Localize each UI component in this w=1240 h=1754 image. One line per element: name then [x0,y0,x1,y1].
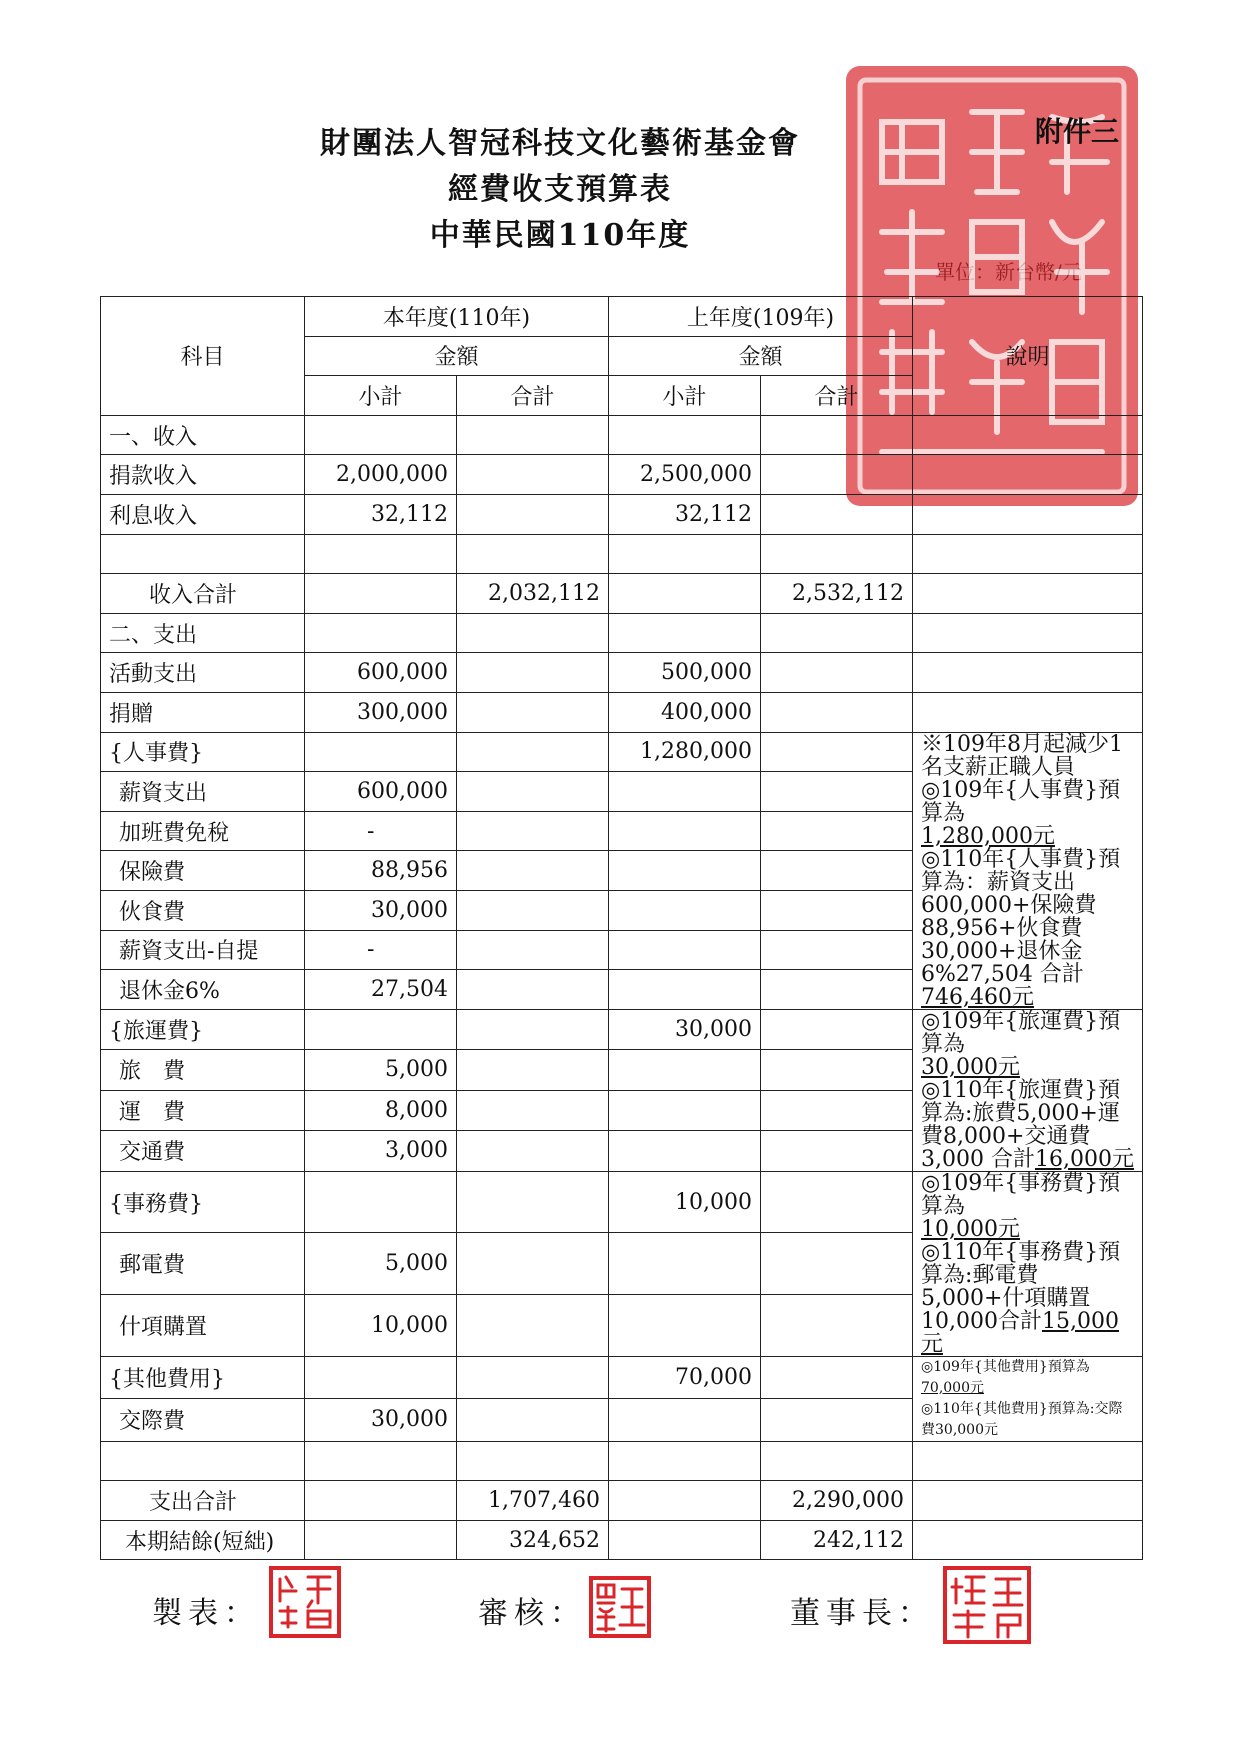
row-label: 退休金6% [101,970,305,1010]
header-subject: 科目 [101,297,305,416]
header-current-amount: 金額 [305,336,609,376]
table-row [101,415,1143,455]
current-subtotal: 300,000 [305,692,457,732]
table-row [101,653,1143,693]
row-label: {其他費用} [101,1356,305,1399]
row-label: {事務費} [101,1171,305,1233]
header-current-year: 本年度(110年) [305,297,609,337]
table-row [101,494,1143,534]
row-label: 交通費 [101,1131,305,1172]
current-subtotal: - [305,811,457,851]
row-label: 保險費 [101,851,305,891]
preparer-seal-stamp [268,1565,342,1639]
prior-total: 2,290,000 [761,1481,913,1521]
current-subtotal: 5,000 [305,1050,457,1091]
doc-title: 經費收支預算表 [448,172,672,207]
current-subtotal: 8,000 [305,1090,457,1131]
current-subtotal: 5,000 [305,1233,457,1295]
current-total: 324,652 [457,1520,609,1560]
prior-subtotal: 32,112 [609,494,761,534]
row-label: 運 費 [101,1090,305,1131]
current-subtotal: 88,956 [305,851,457,891]
row-label: 捐款收入 [101,455,305,495]
table-row [101,692,1143,732]
current-total: 1,707,460 [457,1481,609,1521]
table-row [101,1009,1143,1050]
table-row [101,732,1143,772]
reviewer-label: 審核： [478,1596,586,1631]
header-notes: 說明 [913,297,1143,416]
table-row [101,613,1143,653]
header-prior-amount: 金額 [609,336,913,376]
note-office: ◎109年{事務費}預算為 10,000元 ◎110年{事務費}預算為:郵電費5,000+什項購置10,000合計15,000元 [913,1171,1143,1356]
preparer-label: 製表： [152,1596,260,1631]
row-label: 什項購置 [101,1295,305,1357]
table-row [101,1356,1143,1399]
header-current-subtotal: 小計 [305,376,457,416]
current-total: 2,032,112 [457,574,609,614]
table-row [101,1481,1143,1521]
prior-subtotal: 70,000 [609,1356,761,1399]
prior-total: 242,112 [761,1520,913,1560]
header-prior-year: 上年度(109年) [609,297,913,337]
prior-subtotal: 1,280,000 [609,732,761,772]
row-label: 薪資支出 [101,772,305,812]
current-subtotal: 30,000 [305,1399,457,1442]
current-subtotal: 600,000 [305,772,457,812]
prior-total: 2,532,112 [761,574,913,614]
chairman-label: 董事長： [790,1596,934,1631]
row-label: {旅運費} [101,1009,305,1050]
prior-subtotal: 500,000 [609,653,761,693]
attachment-label: 附件三 [1035,115,1120,148]
current-subtotal: 10,000 [305,1295,457,1357]
current-subtotal: 2,000,000 [305,455,457,495]
current-subtotal: 30,000 [305,890,457,930]
current-subtotal: 600,000 [305,653,457,693]
row-label: 本期結餘(短絀) [101,1520,305,1560]
note-personnel: ※109年8月起減少1名支薪正職人員 ◎109年{人事費}預算為 1,280,000元 ◎110年{人事費}預算為：薪資支出600,000+保險費88,956+伙食費30,000+退休金6%27,504 合計746,460元 [913,732,1143,1009]
prior-subtotal: 400,000 [609,692,761,732]
table-row [101,455,1143,495]
table-row [101,534,1143,574]
row-label: 活動支出 [101,653,305,693]
table-row [101,574,1143,614]
note-travel: ◎109年{旅運費}預算為 30,000元 ◎110年{旅運費}預算為:旅費5,000+運費8,000+交通費3,000 合計16,000元 [913,1009,1143,1171]
header-current-total: 合計 [457,376,609,416]
row-label: 收入合計 [101,574,305,614]
table-row [101,1171,1143,1233]
row-label: 薪資支出-自提 [101,930,305,970]
header-prior-total: 合計 [761,376,913,416]
row-label: 支出合計 [101,1481,305,1521]
table-row [101,1441,1143,1481]
current-subtotal: 3,000 [305,1131,457,1172]
note-other: ◎109年{其他費用}預算為 70,000元 ◎110年{其他費用}預算為:交際費30,000元 [913,1356,1143,1441]
reviewer-seal-stamp [588,1575,652,1639]
row-label: 二、支出 [101,613,305,653]
header-prior-subtotal: 小計 [609,376,761,416]
row-label: 旅 費 [101,1050,305,1091]
row-label: 郵電費 [101,1233,305,1295]
chairman-seal-stamp [942,1565,1032,1645]
row-label [101,1441,305,1481]
row-label: 捐贈 [101,692,305,732]
prior-subtotal: 10,000 [609,1171,761,1233]
fiscal-year: 中華民國110年度 [429,218,691,253]
row-label: 加班費免稅 [101,811,305,851]
row-label: {人事費} [101,732,305,772]
budget-table [100,296,1143,1560]
row-label [101,534,305,574]
row-label: 交際費 [101,1399,305,1442]
row-label: 利息收入 [101,494,305,534]
current-subtotal: - [305,930,457,970]
prior-subtotal: 2,500,000 [609,455,761,495]
current-subtotal: 32,112 [305,494,457,534]
current-subtotal: 27,504 [305,970,457,1010]
row-label: 伙食費 [101,890,305,930]
table-row [101,1520,1143,1560]
row-label: 一、收入 [101,415,305,455]
prior-subtotal: 30,000 [609,1009,761,1050]
org-name: 財團法人智冠科技文化藝術基金會 [320,126,800,161]
